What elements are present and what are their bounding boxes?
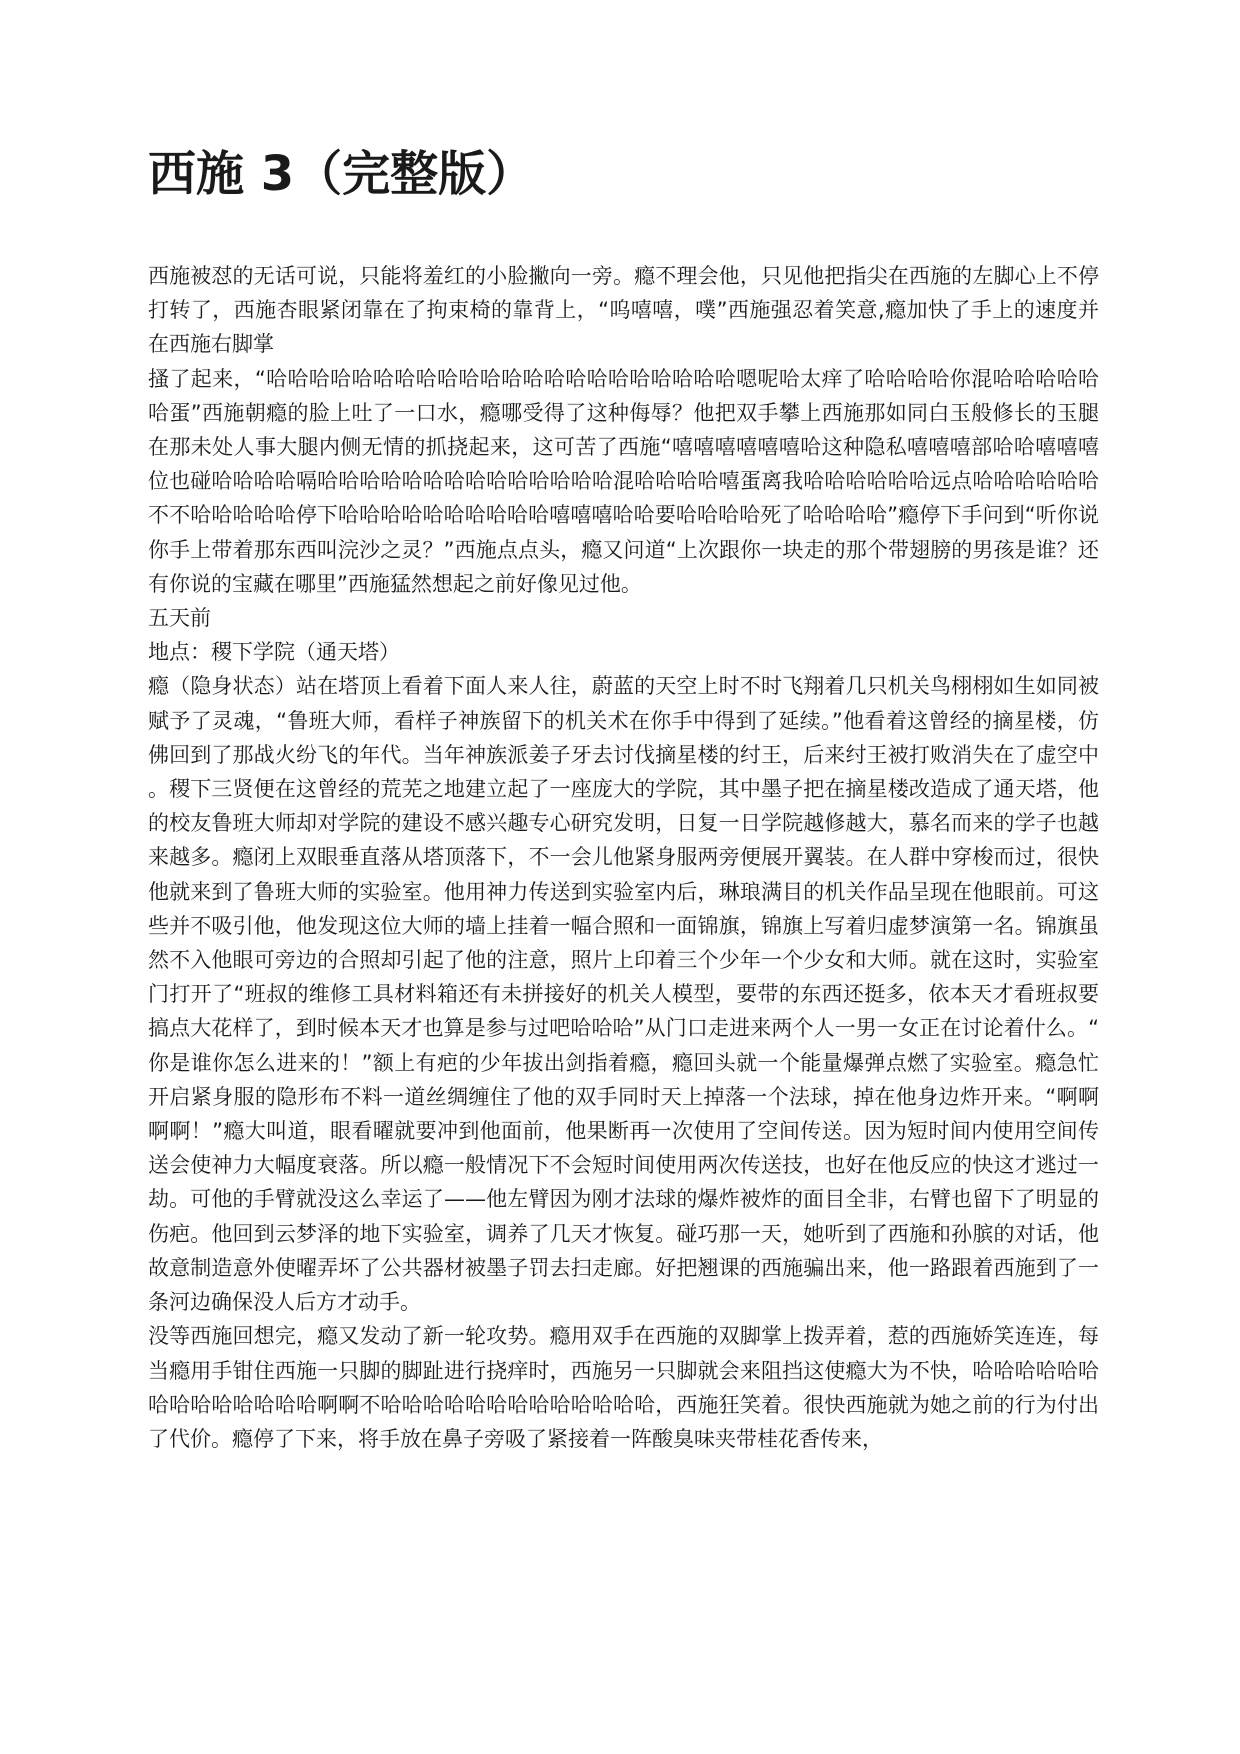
paragraph: 地点：稷下学院（通天塔）	[148, 640, 400, 665]
document-title: 西施 3（完整版）	[148, 146, 535, 202]
paragraph: 瘾（隐身状态）站在塔顶上看着下面人来人往，蔚蓝的天空上时不时飞翔着几只机关鸟栩栩如生如同被赋予了灵魂，“鲁班大师，看样子神族留下的机关术在你手中得到了延续。”他看着这曾经的摘星楼，仿佛回到了那战火纷飞的年代。当年神族派姜子牙去讨伐摘星楼的纣王，后来纣王被打败消失在了虚空中。稷下三贤便在这曾经的荒芜之地建立起了一座庞大的学院，其中墨子把在摘星楼改造成了通天塔，他的校友鲁班大师却对学院的建设不感兴趣专心研究发明，日复一日学院越修越大，慕名而来的学子也越来越多。瘾闭上双眼垂直落从塔顶落下，不一会儿他紧身服两旁便展开翼装。在人群中穿梭而过，很快他就来到了鲁班大师的实验室。他用神力传送到实验室内后，琳琅满目的机关作品呈现在他眼前。可这些并不吸引他，他发现这位大师的墙上挂着一幅合照和一面锦旗，锦旗上写着归虚梦演第一名。锦旗虽然不入他眼可旁边的合照却引起了他的注意，照片上印着三个少年一个少女和大师。就在这时，实验室门打开了“班叔的维修工具材料箱还有未拼接好的机关人模型，要带的东西还挺多，依本天才看班叔要搞点大花样了，到时候本天才也算是参与过吧哈哈哈”从门口走进来两个人一男一女正在讨论着什么。“你是谁你怎么进来的！”额上有疤的少年拔出剑指着瘾，瘾回头就一个能量爆弹点燃了实验室。瘾急忙开启紧身服的隐形布不料一道丝绸缠住了他的双手同时天上掉落一个法球，掉在他身边炸开来。“啊啊啊啊！”瘾大叫道，眼看曜就要冲到他面前，他果断再一次使用了空间传送。因为短时间内使用空间传送会使神力大幅度衰落。所以瘾一般情况下不会短时间使用两次传送技，也好在他反应的快这才逃过一劫。可他的手臂就没这么幸运了——他左臂因为刚才法球的爆炸被炸的面目全非，右臂也留下了明显的伤疤。他回到云梦泽的地下实验室，调养了几天才恢复。碰巧那一天，她听到了西施和孙膑的对话，他故意制造意外使曜弄坏了公共器材被墨子罚去扫走廊。好把翘课的西施骗出来，他一路跟着西施到了一条河边确保没人后方才动手。	[148, 674, 1099, 1315]
document-body	[148, 259, 1099, 1456]
paragraph: 没等西施回想完，瘾又发动了新一轮攻势。瘾用双手在西施的双脚掌上拨弄着，惹的西施娇笑连连，每当瘾用手钳住西施一只脚的脚趾进行挠痒时，西施另一只脚就会来阻挡这使瘾大为不快，哈哈哈哈哈哈哈哈哈哈哈哈哈哈啊啊不哈哈哈哈哈哈哈哈哈哈哈哈哈，西施狂笑着。很快西施就为她之前的行为付出了代价。瘾停了下来，将手放在鼻子旁吸了紧接着一阵酸臭味夹带桂花香传来，	[148, 1324, 1099, 1451]
paragraph: 搔了起来，“哈哈哈哈哈哈哈哈哈哈哈哈哈哈哈哈哈哈哈哈哈哈嗯呢哈太痒了哈哈哈哈你混哈哈哈哈哈哈蛋”西施朝瘾的脸上吐了一口水，瘾哪受得了这种侮辱？他把双手攀上西施那如同白玉般修长的玉腿在那未处人事大腿内侧无情的抓挠起来，这可苦了西施“嘻嘻嘻嘻嘻嘻哈这种隐私嘻嘻嘻部哈哈嘻嘻嘻位也碰哈哈哈哈嗝哈哈哈哈哈哈哈哈哈哈哈哈哈哈混哈哈哈哈嘻蛋离我哈哈哈哈哈哈远点哈哈哈哈哈哈不不哈哈哈哈哈停下哈哈哈哈哈哈哈哈哈哈嘻嘻嘻哈哈要哈哈哈哈死了哈哈哈哈”瘾停下手问到“听你说你手上带着那东西叫浣沙之灵？”西施点点头，瘾又问道“上次跟你一块走的那个带翅膀的男孩是谁？还有你说的宝藏在哪里”西施猛然想起之前好像见过他。	[148, 366, 1099, 596]
paragraph: 西施被怼的无话可说，只能将羞红的小脸撇向一旁。瘾不理会他，只见他把指尖在西施的左脚心上不停打转了，西施杏眼紧闭靠在了拘束椅的靠背上，“呜嘻嘻，噗”西施强忍着笑意,瘾加快了手上的速度并在西施右脚掌	[148, 264, 1099, 357]
paragraph: 五天前	[148, 606, 211, 631]
